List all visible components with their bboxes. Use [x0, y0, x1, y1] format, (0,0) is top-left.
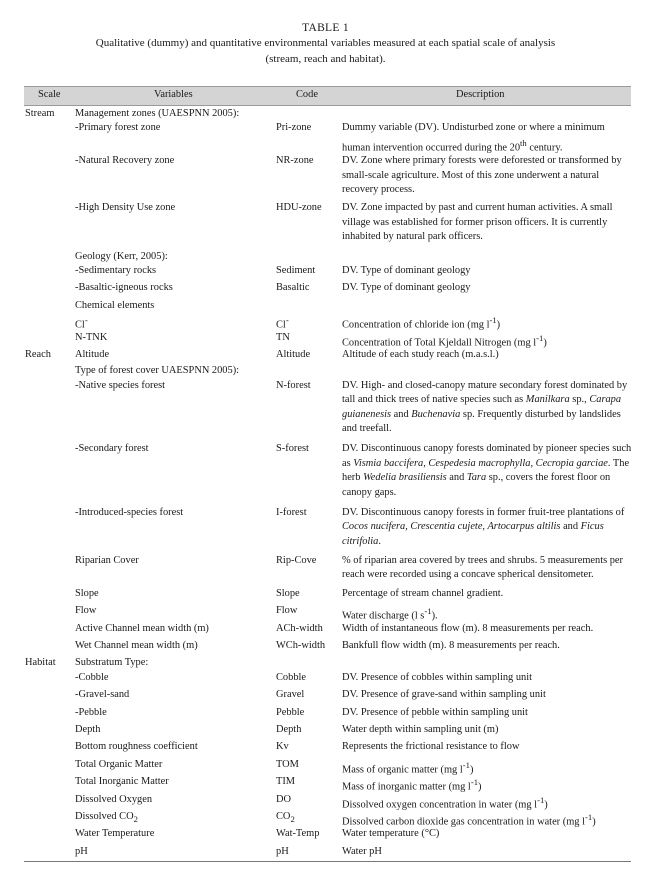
- code-cell: Depth: [276, 723, 302, 735]
- variable-cell: Bottom roughness coefficient: [75, 741, 198, 753]
- table-row: [24, 810, 631, 827]
- variable-cell: Riparian Cover: [75, 555, 139, 567]
- variable-cell: Cl-: [75, 315, 88, 331]
- code-cell: Slope: [276, 587, 300, 599]
- table-row: [24, 688, 631, 705]
- code-cell: Sediment: [276, 264, 316, 276]
- variable-cell: Depth: [75, 723, 101, 735]
- table-title: TABLE 1: [302, 22, 349, 34]
- variable-cell: -Pebble: [75, 706, 107, 718]
- code-cell: Flow: [276, 605, 298, 617]
- table-row: [24, 154, 631, 201]
- variable-cell: N-TNK: [75, 331, 108, 343]
- description-cell: Concentration of chloride ion (mg $l^{-1}$): [342, 315, 501, 331]
- table-row: [24, 845, 631, 861]
- variable-cell: Total Organic Matter: [75, 758, 163, 770]
- description-cell: Water discharge (l $s^{-1}$).: [342, 606, 438, 622]
- code-cell: Kv: [276, 741, 289, 753]
- variable-cell: Dissolved Oxygen: [75, 793, 153, 805]
- table-row: [24, 121, 631, 154]
- table-header-row: [24, 86, 631, 106]
- table-row: [24, 506, 631, 554]
- table-row: [24, 107, 631, 121]
- header-variables: Variables: [154, 89, 193, 100]
- table-row: [24, 758, 631, 775]
- table-row: [24, 554, 631, 587]
- table-row: [24, 442, 631, 506]
- variable-cell: Substratum Type:: [75, 657, 149, 669]
- code-cell: WCh-width: [276, 640, 326, 652]
- code-cell: Rip-Cove: [276, 555, 317, 567]
- table-row: [24, 331, 631, 348]
- table-row: [24, 622, 631, 639]
- variable-cell: -Gravel-sand: [75, 689, 130, 701]
- variable-cell: -Primary forest zone: [75, 122, 161, 134]
- variable-cell: Water Temperature: [75, 828, 155, 840]
- table-row: [24, 313, 631, 330]
- description-cell: Concentration of Total Kjeldall Nitrogen (mg $l^{-1}$): [342, 332, 547, 348]
- variable-cell: -High Density Use zone: [75, 202, 176, 214]
- description-cell: Water pH: [342, 845, 382, 857]
- description-cell: DV. Discontinuous canopy forests dominated by pioneer species such as Vismia baccifera, Cespedesia macrophylla, Cecropia garciae. The herb Wedelia brasiliensis and Tara sp., covers the forest floor on canopy gaps.: [342, 443, 632, 498]
- variable-cell: Flow: [75, 605, 97, 617]
- variable-cell: Wet Channel mean width (m): [75, 640, 198, 652]
- code-cell: Cl-: [276, 315, 289, 331]
- table-row: [24, 379, 631, 443]
- variable-cell: Active Channel mean width (m): [75, 622, 209, 634]
- description-cell: DV. Type of dominant geology: [342, 264, 471, 276]
- scale-cell: Habitat: [25, 657, 56, 669]
- table-row: [24, 250, 631, 264]
- variable-cell: Slope: [75, 587, 99, 599]
- description-cell: Dissolved oxygen concentration in water (mg $l^{-1}$): [342, 794, 548, 811]
- code-cell: HDU-zone: [276, 202, 322, 214]
- code-cell: TOM: [276, 758, 299, 770]
- description-cell: DV. Presence of pebble within sampling unit: [342, 706, 528, 718]
- variable-cell: -Natural Recovery zone: [75, 155, 175, 167]
- table-row: [24, 639, 631, 656]
- description-cell: Bankfull flow width (m). 8 measurements per reach.: [342, 640, 560, 652]
- scale-cell: Stream: [25, 108, 55, 119]
- code-cell: Gravel: [276, 689, 305, 701]
- table-row: [24, 656, 631, 670]
- table-row: [24, 364, 631, 378]
- description-cell: Mass of inorganic matter (mg $l^{-1}$): [342, 777, 482, 793]
- description-cell: Water temperature (°C): [342, 828, 440, 840]
- description-cell: DV. High- and closed-canopy mature secondary forest dominated by tall and thick trees of native species such as Manilkara sp., Carapa guianenesis and Buchenavia sp. Frequently disturbed by landslides and treefall.: [342, 379, 628, 434]
- code-cell: Pebble: [276, 706, 305, 718]
- code-cell: DO: [276, 793, 292, 805]
- code-cell: TN: [276, 331, 290, 343]
- variable-cell: Total Inorganic Matter: [75, 776, 169, 788]
- description-cell: Width of instantaneous flow (m). 8 measurements per reach.: [342, 622, 594, 634]
- code-cell: Cobble: [276, 671, 307, 683]
- table-row: [24, 587, 631, 604]
- description-cell: DV. Presence of grave-sand within sampling unit: [342, 689, 546, 701]
- code-cell: Wat-Temp: [276, 828, 320, 840]
- table-row: [24, 348, 631, 364]
- variable-cell: Altitude: [75, 348, 110, 360]
- code-cell: $CO_2$: [276, 810, 295, 825]
- description-cell: Percentage of stream channel gradient.: [342, 587, 504, 599]
- code-cell: Pri-zone: [276, 122, 312, 134]
- code-cell: pH: [276, 845, 289, 857]
- code-cell: I-forest: [276, 506, 307, 518]
- description-cell: Represents the frictional resistance to flow: [342, 741, 520, 753]
- code-cell: Altitude: [276, 348, 311, 360]
- variable-cell: Dissolved $CO_2$: [75, 810, 138, 825]
- variable-cell: -Introduced-species forest: [75, 506, 184, 518]
- scale-cell: Reach: [25, 348, 51, 360]
- description-cell: DV. Type of dominant geology: [342, 282, 471, 294]
- description-cell: DV. Zone where primary forests were deforested or transformed by small-scale agriculture. Most of this zone underwent a natural recovery process.: [342, 155, 622, 195]
- table-row: [24, 740, 631, 757]
- table-row: [24, 264, 631, 281]
- table-body: [24, 107, 631, 861]
- variable-cell: -Basaltic-igneous rocks: [75, 282, 173, 294]
- code-cell: Basaltic: [276, 282, 310, 294]
- code-cell: NR-zone: [276, 155, 314, 167]
- table-row: [24, 706, 631, 723]
- code-cell: TIM: [276, 776, 296, 788]
- table-row: [24, 671, 631, 688]
- variable-cell: pH: [75, 845, 88, 857]
- table-row: [24, 793, 631, 810]
- table-row: [24, 299, 631, 313]
- table-row: [24, 827, 631, 844]
- description-cell: DV. Discontinuous canopy forests in former fruit-tree plantations of Cocos nucifera, Crescentia cujete, Artocarpus altilis and Ficus citrifolia.: [342, 506, 625, 547]
- description-cell: Dissolved carbon dioxide gas concentration in water (mg $l^{-1}$): [342, 811, 596, 828]
- description-cell: Altitude of each study reach (m.a.s.l.): [342, 348, 499, 360]
- header-code: Code: [296, 89, 318, 100]
- code-cell: S-forest: [276, 443, 309, 455]
- header-description: Description: [456, 89, 505, 100]
- table-row: [24, 201, 631, 249]
- description-cell: % of riparian area covered by trees and shrubs. 5 measurements per reach were recorded using a concave spherical densitometer.: [342, 555, 624, 581]
- table-caption: Qualitative (dummy) and quantitative environmental variables measured at each spatial scale of analysis (stream, reach and habitat).: [95, 37, 556, 65]
- table-row: [24, 723, 631, 740]
- table-heading: [0, 21, 651, 67]
- code-cell: N-forest: [276, 379, 311, 391]
- variable-cell: -Native species forest: [75, 379, 166, 391]
- description-cell: DV. Zone impacted by past and current human activities. A small village was established for former prison officers. It is currently inhabited by natural park officers.: [342, 202, 613, 243]
- variable-cell: -Cobble: [75, 671, 109, 683]
- table-row: [24, 775, 631, 792]
- variable-cell: -Secondary forest: [75, 443, 149, 455]
- header-scale: Scale: [38, 89, 61, 100]
- variable-cell: Geology (Kerr, 2005):: [75, 250, 168, 262]
- description-cell: DV. Presence of cobbles within sampling unit: [342, 671, 532, 683]
- variable-cell: Chemical elements: [75, 299, 155, 311]
- variable-cell: Type of forest cover UAESPNN 2005):: [75, 365, 240, 377]
- description-cell: Mass of organic matter (mg $l^{-1}$): [342, 759, 474, 776]
- variable-cell: -Sedimentary rocks: [75, 264, 157, 276]
- code-cell: ACh-width: [276, 622, 323, 634]
- table-row: [24, 604, 631, 621]
- table-bottom-rule: [24, 861, 631, 862]
- variable-cell: Management zones (UAESPNN 2005):: [75, 108, 240, 119]
- description-cell: Dummy variable (DV). Undisturbed zone or where a minimum human intervention occurred during the 20th century.: [342, 122, 605, 154]
- description-cell: Water depth within sampling unit (m): [342, 723, 499, 735]
- table-row: [24, 281, 631, 298]
- variables-table: [24, 86, 631, 861]
